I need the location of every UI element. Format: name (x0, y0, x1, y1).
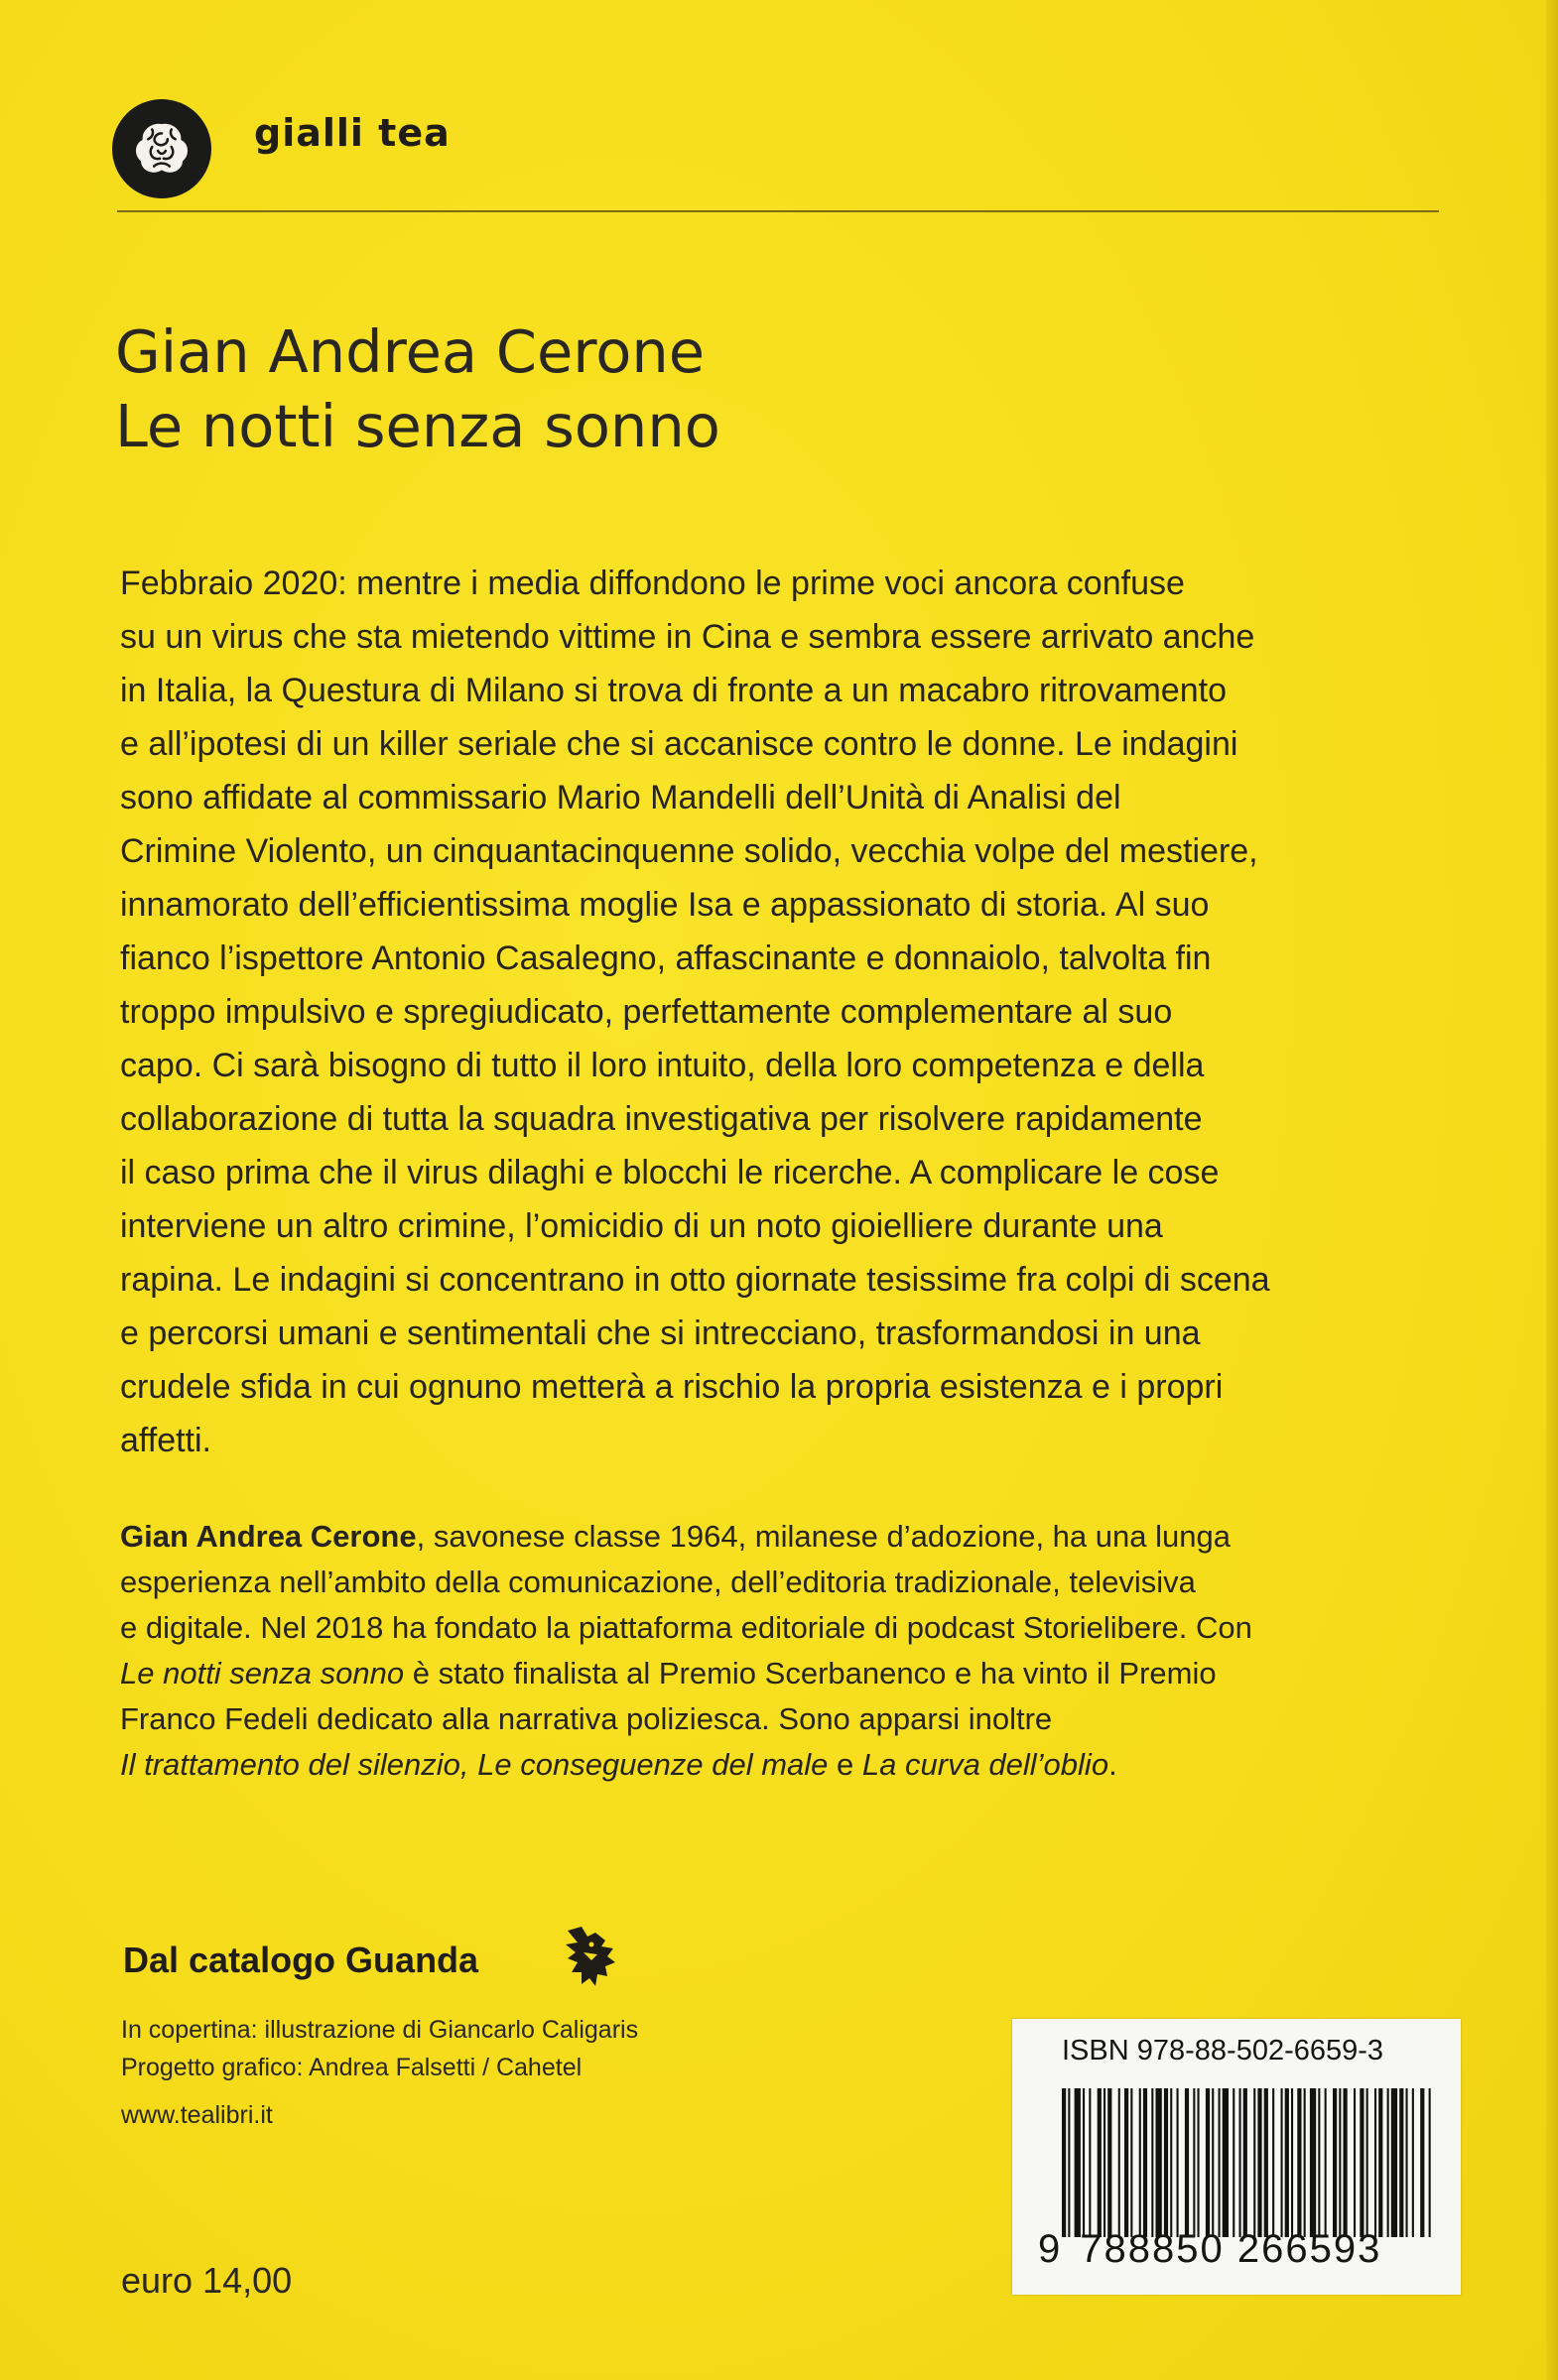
synopsis-line: Febbraio 2020: mentre i media diffondono le prime voci ancora confuse (120, 564, 1185, 602)
series-name: gialli tea (254, 111, 451, 155)
synopsis-line: collaborazione di tutta la squadra investigativa per risolvere rapidamente (120, 1100, 1203, 1138)
barcode-bar (1339, 2088, 1341, 2237)
barcode-bar (1139, 2088, 1141, 2237)
barcode-bar (1233, 2088, 1234, 2237)
bio-line (120, 1742, 1455, 1788)
barcode-bar (1104, 2088, 1105, 2237)
barcode-bar (1387, 2088, 1389, 2237)
barcode-bar (1206, 2088, 1210, 2237)
barcode-bar (1344, 2088, 1348, 2237)
rose-icon (112, 99, 211, 198)
synopsis-line: sono affidate al commissario Mario Mandelli dell’Unità di Analisi del (120, 779, 1121, 816)
rose-logo-graphic (123, 110, 200, 188)
barcode-bar (1223, 2088, 1229, 2237)
author-name: Gian Andrea Cerone (115, 317, 706, 386)
book-title: Le notti senza sonno (115, 392, 720, 460)
bio-text: è stato finalista al Premio Scerbanenco e ha vinto il Premio (404, 1656, 1217, 1691)
cover-credit: In copertina: illustrazione di Giancarlo Caligaris (121, 2016, 639, 2044)
synopsis (120, 557, 1455, 1467)
author-bio (120, 1514, 1455, 1788)
bio-line (120, 1514, 1455, 1560)
guanda-bird-icon (562, 1923, 619, 1992)
bio-text: . (1108, 1747, 1117, 1782)
bio-line: Franco Fedeli dedicato alla narrativa poliziesca. Sono apparsi inoltre (120, 1701, 1053, 1736)
barcode-bar (1156, 2088, 1162, 2237)
barcode-bar (1107, 2088, 1111, 2237)
bio-line: esperienza nell’ambito della comunicazione, dell’editoria tradizionale, televisiva (120, 1565, 1196, 1599)
price: euro 14,00 (121, 2260, 293, 2301)
barcode-bar (1360, 2088, 1363, 2237)
barcode-bar (1219, 2088, 1221, 2237)
barcode-bar (1124, 2088, 1128, 2237)
barcode-bar (1412, 2088, 1414, 2237)
bio-book-title: La curva dell’oblio (861, 1747, 1109, 1782)
barcode-bar (1143, 2088, 1147, 2237)
synopsis-line: fianco l’ispettore Antonio Casalegno, affascinante e donnaiolo, talvolta fin (120, 939, 1212, 977)
publisher-website: www.tealibri.it (121, 2101, 273, 2129)
synopsis-line: crudele sfida in cui ognuno metterà a rischio la propria esistenza e i propri (120, 1368, 1224, 1406)
barcode-bar (1310, 2088, 1316, 2237)
bio-book-title: Le notti senza sonno (120, 1656, 405, 1691)
barcode-bar (1281, 2088, 1283, 2237)
barcode-bar (1406, 2088, 1408, 2237)
barcode-bar (1291, 2088, 1293, 2237)
barcode-bar (1198, 2088, 1200, 2237)
synopsis-line: innamorato dell’efficientissima moglie Isa e appassionato di storia. Al suo (120, 886, 1210, 924)
barcode-bar (1243, 2088, 1247, 2237)
header-divider (117, 210, 1439, 212)
barcode-digit-first: 9 (1038, 2227, 1063, 2271)
bio-text: e (828, 1747, 862, 1782)
barcode-bar (1399, 2088, 1403, 2237)
bio-book-titles: Il trattamento del silenzio, Le conseguenze del male (120, 1747, 829, 1782)
barcode-bar (1354, 2088, 1356, 2237)
barcode-bar (1083, 2088, 1085, 2237)
barcode-bar (1075, 2088, 1081, 2237)
barcode-bar (1264, 2088, 1268, 2237)
isbn-number: ISBN 978-88-502-6659-3 (1062, 2035, 1384, 2067)
barcode-bar (1420, 2088, 1424, 2237)
synopsis-line: e percorsi umani e sentimentali che si intrecciano, trasformandosi in una (120, 1315, 1201, 1352)
barcode-bar (1164, 2088, 1168, 2237)
barcode-bar (1130, 2088, 1132, 2237)
barcode-digits (1038, 2227, 1435, 2272)
barcode-bar (1118, 2088, 1120, 2237)
barcode-bar (1272, 2088, 1274, 2237)
barcode-bar (1304, 2088, 1306, 2237)
barcode-bar (1239, 2088, 1241, 2237)
synopsis-line: su un virus che sta mietendo vittime in Cina e sembra essere arrivato anche (120, 618, 1255, 656)
barcode-bar (1170, 2088, 1172, 2237)
synopsis-line: in Italia, la Questura di Milano si trova di fronte a un macabro ritrovamento (120, 672, 1227, 709)
barcode-bar (1429, 2088, 1431, 2237)
synopsis-line: il caso prima che il virus dilaghi e blocchi le ricerche. A complicare le cose (120, 1154, 1220, 1191)
barcode-bar (1391, 2088, 1397, 2237)
barcode-bar (1318, 2088, 1320, 2237)
synopsis-line: capo. Ci sarà bisogno di tutto il loro intuito, della loro competenza e della (120, 1047, 1205, 1084)
barcode-bar (1325, 2088, 1327, 2237)
barcode-bar (1297, 2088, 1301, 2237)
barcode-digits-right: 266593 (1236, 2227, 1382, 2271)
barcode-bar (1212, 2088, 1214, 2237)
barcode-label (1012, 2019, 1461, 2295)
barcode-bar (1185, 2088, 1189, 2237)
synopsis-line: affetti. (120, 1422, 211, 1459)
bio-line: e digitale. Nel 2018 ha fondato la piattaforma editoriale di podcast Storielibere. Con (120, 1610, 1252, 1645)
synopsis-line: Crimine Violento, un cinquantacinquenne solido, vecchia volpe del mestiere, (120, 832, 1258, 870)
cover-edge (1546, 0, 1558, 2380)
barcode-bar (1068, 2088, 1070, 2237)
barcode-bar (1285, 2088, 1289, 2237)
barcode-bar (1177, 2088, 1179, 2237)
barcode-digits-left: 788850 (1080, 2227, 1225, 2271)
credits (121, 2011, 638, 2086)
synopsis-line: interviene un altro crimine, l’omicidio di un noto gioielliere durante una (120, 1207, 1163, 1245)
barcode-bar (1257, 2088, 1261, 2237)
barcode-bar (1062, 2088, 1066, 2237)
barcode-bar (1333, 2088, 1337, 2237)
barcode-bar (1378, 2088, 1382, 2237)
barcode-bar (1193, 2088, 1195, 2237)
synopsis-line: troppo impulsivo e spregiudicato, perfettamente complementare al suo (120, 993, 1173, 1031)
catalog-title: Dal catalogo Guanda (123, 1940, 479, 1980)
barcode-icon (1062, 2088, 1431, 2237)
barcode-bar (1374, 2088, 1376, 2237)
barcode-bar (1151, 2088, 1153, 2237)
barcode-bar (1253, 2088, 1255, 2237)
barcode-bar (1366, 2088, 1368, 2237)
synopsis-line: e all’ipotesi di un killer seriale che si accanisce contro le donne. Le indagini (120, 725, 1238, 763)
barcode-bar (1089, 2088, 1091, 2237)
bio-line (120, 1651, 1455, 1696)
design-credit: Progetto grafico: Andrea Falsetti / Cahetel (121, 2054, 583, 2081)
bio-author-name: Gian Andrea Cerone (120, 1519, 417, 1554)
barcode-bar (1098, 2088, 1102, 2237)
bio-text: , savonese classe 1964, milanese d’adozione, ha una lunga (416, 1519, 1231, 1554)
synopsis-line: rapina. Le indagini si concentrano in otto giornate tesissime fra colpi di scena (120, 1261, 1270, 1299)
